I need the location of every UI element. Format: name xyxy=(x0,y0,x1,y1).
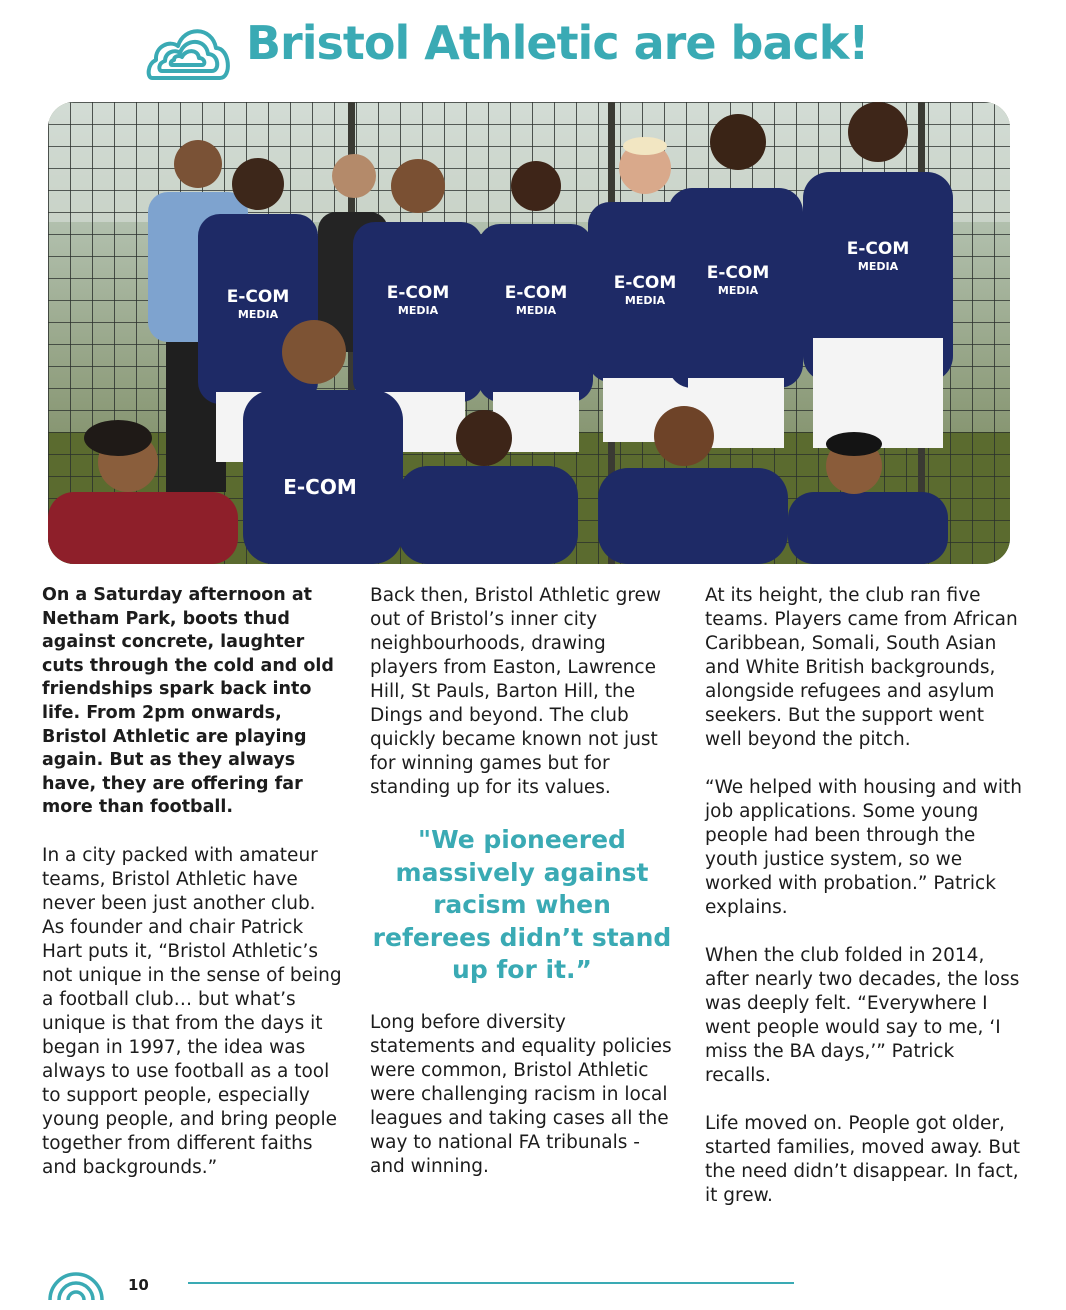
page-number: 10 xyxy=(128,1276,149,1294)
sponsor-sub-label: MEDIA xyxy=(515,304,557,317)
article-paragraph: Life moved on. People got older, started families, moved away. But the need didn’t disappear. In fact, it grew. xyxy=(705,1113,1021,1206)
rings-arc-icon xyxy=(46,1268,106,1300)
sponsor-label: E-COM xyxy=(613,273,677,293)
footer-divider xyxy=(188,1282,794,1284)
article-paragraph: When the club folded in 2014, after nearly two decades, the loss was deeply felt. “Everywhere I went people would say to me, ‘I miss the BA days,’” Patrick recalls. xyxy=(705,945,1020,1086)
cloud-rings-icon xyxy=(146,20,232,84)
article-paragraph: “We helped with housing and with job applications. Some young people had been through the youth justice system, so we worked with probation.” Patrick explains. xyxy=(705,777,1023,918)
article-paragraph: Back then, Bristol Athletic grew out of Bristol’s inner city neighbourhoods, drawing players from Easton, Lawrence Hill, St Pauls, Barton Hill, the Dings and beyond. The club quickly became known not just for winning games but for standing up for its values. xyxy=(370,585,662,798)
sponsor-sub-label: MEDIA xyxy=(857,260,899,273)
page-title: Bristol Athletic are back! xyxy=(246,16,869,70)
sponsor-label: E-COM xyxy=(386,283,450,303)
pull-quote: "We pioneered massively against racism when referees didn’t stand up for it.” xyxy=(372,825,672,984)
sponsor-label: E-COM xyxy=(504,283,568,303)
sponsor-label: E-COM xyxy=(706,263,770,283)
page-header xyxy=(0,14,1066,94)
article-column-2 xyxy=(370,584,674,1203)
sponsor-label: E-COM xyxy=(226,287,290,307)
sponsor-label: E-COM xyxy=(283,475,357,499)
article-column-1 xyxy=(42,584,342,1204)
sponsor-label: E-COM xyxy=(846,239,910,259)
sponsor-sub-label: MEDIA xyxy=(717,284,759,297)
sponsor-sub-label: MEDIA xyxy=(624,294,666,307)
article-column-3 xyxy=(705,584,1025,1232)
sponsor-sub-label: MEDIA xyxy=(237,308,279,321)
article-paragraph: In a city packed with amateur teams, Bristol Athletic have never been just another club. As founder and chair Patrick Hart puts it, “Bristol Athletic’s not unique in the sense of being a football club… but what’s unique is that from the days it began in 1997, the idea was always to use football as a tool to support people, especially young people, and bring people together from different faiths and backgrounds.” xyxy=(42,844,342,1178)
article-paragraph: Long before diversity statements and equality policies were common, Bristol Athletic were challenging racism in local leagues and taking cases all the way to national FA tribunals - and winning. xyxy=(370,1011,672,1177)
article-lead: On a Saturday afternoon at Netham Park, boots thud against concrete, laughter cuts through the cold and old friendships spark back into life. From 2pm onwards, Bristol Athletic are playing again. But as they always have, they are offering far more than football. xyxy=(42,585,334,818)
article-paragraph: At its height, the club ran five teams. Players came from African Caribbean, Somali, South Asian and White British backgrounds, alongside refugees and asylum seekers. But the support went well beyond the pitch. xyxy=(705,585,1018,750)
team-photo xyxy=(48,102,1010,564)
sponsor-sub-label: MEDIA xyxy=(397,304,439,317)
